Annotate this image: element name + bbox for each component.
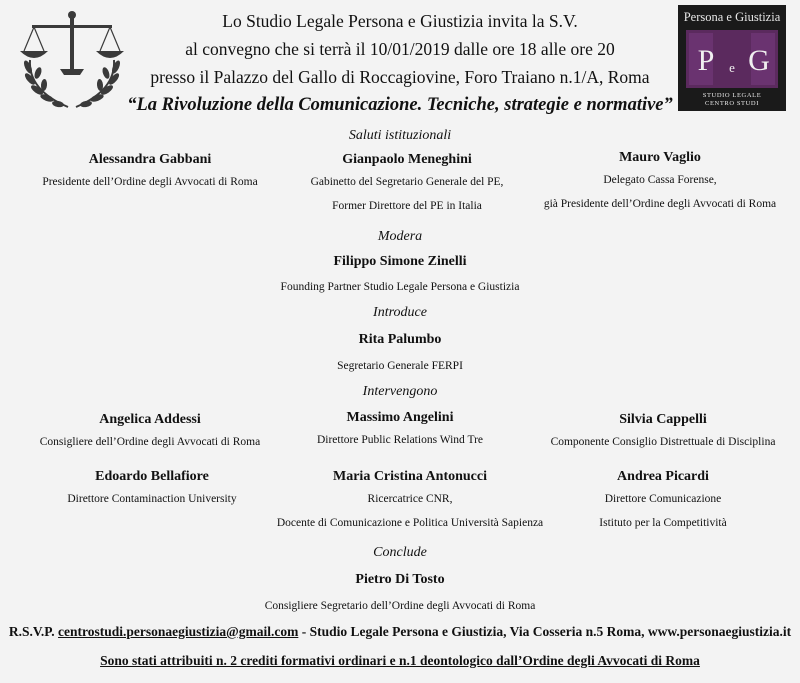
- logo-letter-g: G: [748, 44, 770, 77]
- logo-letter-p: P: [697, 44, 715, 77]
- logo-letter-e: e: [729, 60, 735, 75]
- speaker-role: Componente Consiglio Distrettuale di Disciplina: [550, 436, 776, 448]
- section-heading-introduce: Introduce: [373, 305, 427, 320]
- speaker-name: Alessandra Gabbani: [88, 152, 212, 167]
- section-heading-saluti: Saluti istituzionali: [348, 128, 452, 143]
- speaker-vaglio: [530, 150, 790, 216]
- logo-subtitle: [678, 92, 786, 108]
- invite-line-1: Lo Studio Legale Persona e Giustizia invita la S.V.: [222, 11, 578, 31]
- speaker-addessi: [20, 412, 280, 454]
- speaker-angelini: [270, 410, 530, 452]
- concluder-name: Pietro Di Tosto: [355, 572, 445, 587]
- invite-line-3: presso il Palazzo del Gallo di Roccagiovine, Foro Traiano n.1/A, Roma: [150, 67, 650, 87]
- speaker-name: Massimo Angelini: [346, 410, 454, 425]
- logo-subtitle-line-1: STUDIO LEGALE: [702, 92, 762, 99]
- speaker-antonucci: [260, 469, 560, 535]
- logo-subtitle-line-2: CENTRO STUDI: [705, 100, 759, 107]
- speaker-name: Edoardo Bellafiore: [95, 469, 209, 484]
- rsvp-line: [0, 624, 800, 640]
- speaker-name: Andrea Picardi: [617, 469, 709, 484]
- section-heading-intervengono: Intervengono: [362, 384, 438, 399]
- speaker-role: Direttore Contaminaction University: [67, 493, 237, 505]
- speaker-role: Direttore Public Relations Wind Tre: [316, 434, 484, 446]
- persona-e-giustizia-logo: [678, 5, 786, 111]
- speaker-gabbani: [20, 152, 280, 194]
- speaker-meneghini: [277, 152, 537, 218]
- speaker-bellafiore: [22, 469, 282, 511]
- speaker-role-2: Former Direttore del PE in Italia: [332, 200, 482, 212]
- speaker-role: Ricercatrice CNR,: [367, 493, 453, 505]
- concluder-role: Consigliere Segretario dell’Ordine degli Avvocati di Roma: [264, 600, 536, 612]
- speaker-name: Gianpaolo Meneghini: [342, 152, 472, 167]
- speaker-name: Mauro Vaglio: [619, 150, 701, 165]
- moderator-name: Filippo Simone Zinelli: [333, 254, 467, 269]
- introducer-role: Segretario Generale FERPI: [337, 360, 463, 372]
- speaker-role-2: Istituto per la Competitività: [599, 517, 727, 529]
- speaker-name: Angelica Addessi: [99, 412, 201, 427]
- rsvp-email-link[interactable]: centrostudi.personaegiustizia@gmail.com: [58, 624, 299, 639]
- rsvp-prefix: R.S.V.P.: [8, 624, 59, 639]
- logo-title: Persona e Giustizia: [683, 10, 781, 24]
- speaker-role: Direttore Comunicazione: [604, 493, 722, 505]
- speaker-role: Gabinetto del Segretario Generale del PE,: [310, 176, 504, 188]
- speaker-role: Delegato Cassa Forense,: [603, 174, 717, 186]
- conference-title: “La Rivoluzione della Comunicazione. Tecniche, strategie e normative”: [127, 95, 673, 115]
- speaker-role: Consigliere dell’Ordine degli Avvocati di Roma: [39, 436, 261, 448]
- introducer-name: Rita Palumbo: [358, 332, 442, 347]
- speaker-role: Presidente dell’Ordine degli Avvocati di Roma: [42, 176, 258, 188]
- moderator-role: Founding Partner Studio Legale Persona e Giustizia: [280, 281, 520, 293]
- speaker-picardi: [533, 469, 793, 535]
- rsvp-address: - Studio Legale Persona e Giustizia, Via Cosseria n.5 Roma, www.personaegiustizia.it: [298, 624, 792, 639]
- credits-note: Sono stati attribuiti n. 2 crediti formativi ordinari e n.1 deontologico dall’Ordine degli Avvocati di Roma: [100, 653, 700, 668]
- invite-line-2: al convegno che si terrà il 10/01/2019 dalle ore 18 alle ore 20: [185, 39, 615, 59]
- speaker-name: Silvia Cappelli: [619, 412, 707, 427]
- speaker-cappelli: [533, 412, 793, 454]
- section-heading-conclude: Conclude: [373, 545, 427, 560]
- logo-panel: [686, 30, 778, 88]
- speaker-role-2: già Presidente dell’Ordine degli Avvocati di Roma: [543, 198, 777, 210]
- speaker-role-2: Docente di Comunicazione e Politica Università Sapienza: [276, 517, 544, 529]
- section-heading-modera: Modera: [377, 229, 423, 244]
- speaker-name: Maria Cristina Antonucci: [333, 469, 487, 484]
